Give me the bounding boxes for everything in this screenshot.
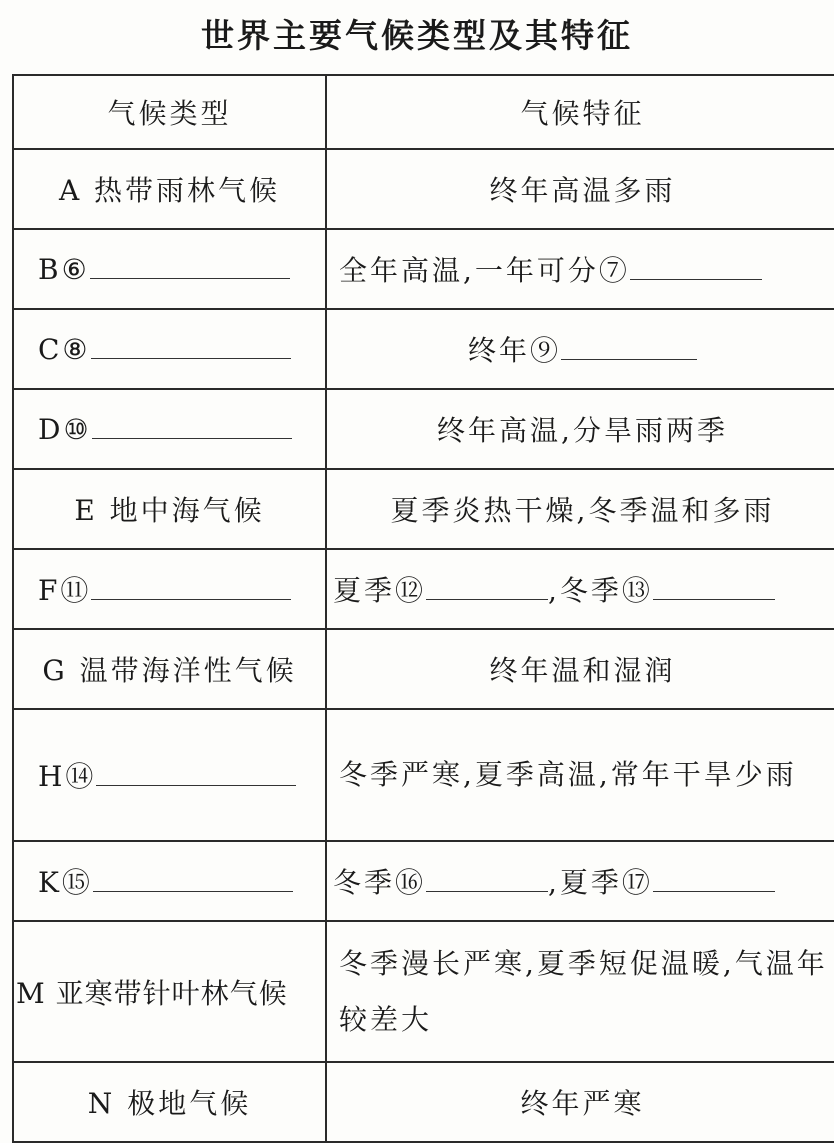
answer-blank[interactable] — [96, 759, 296, 786]
answer-blank[interactable] — [561, 333, 697, 360]
table-row — [13, 149, 834, 229]
climate-type-cell — [13, 389, 326, 469]
climate-type-cell: G 温带海洋性气候 — [13, 629, 326, 709]
header-climate-feature: 气候特征 — [326, 75, 834, 149]
table-header-row — [13, 75, 834, 149]
climate-feature-cell: 冬季漫长严寒,夏季短促温暖,气温年较差大 — [326, 921, 834, 1062]
climate-feature-cell — [326, 229, 834, 309]
climate-feature-cell: 终年高温,分旱雨两季 — [326, 389, 834, 469]
answer-blank[interactable] — [93, 865, 293, 892]
climate-type-cell — [13, 229, 326, 309]
climate-type-cell — [13, 549, 326, 629]
answer-blank[interactable] — [653, 573, 775, 600]
climate-feature-cell — [326, 309, 834, 389]
climate-type-text: K⑮ — [38, 866, 93, 899]
table-row — [13, 709, 834, 841]
table-row — [13, 389, 834, 469]
table-row — [13, 469, 834, 549]
climate-feature-text: ,冬季⑬ — [548, 574, 653, 607]
climate-type-text: B⑥ — [38, 253, 90, 286]
answer-blank[interactable] — [90, 252, 290, 279]
climate-type-text: F⑪ — [38, 574, 92, 607]
table-row — [13, 309, 834, 389]
climate-type-cell — [13, 841, 326, 921]
climate-type-text: H⑭ — [38, 760, 97, 793]
table-row — [13, 921, 834, 1062]
climate-type-cell — [13, 309, 326, 389]
climate-feature-text: ,夏季⑰ — [548, 866, 653, 899]
climate-type-cell: A 热带雨林气候 — [13, 149, 326, 229]
climate-type-text: D⑩ — [38, 413, 92, 446]
header-climate-type: 气候类型 — [13, 75, 326, 149]
climate-type-cell: E 地中海气候 — [13, 469, 326, 549]
answer-blank[interactable] — [426, 573, 548, 600]
climate-feature-cell: 终年温和湿润 — [326, 629, 834, 709]
climate-type-cell: M 亚寒带针叶林气候 — [13, 921, 326, 1062]
table-row — [13, 549, 834, 629]
answer-blank[interactable] — [91, 332, 291, 359]
climate-type-text: C⑧ — [38, 333, 91, 366]
climate-feature-cell — [326, 549, 834, 629]
table-row — [13, 841, 834, 921]
answer-blank[interactable] — [92, 412, 292, 439]
answer-blank[interactable] — [426, 865, 548, 892]
table-row — [13, 229, 834, 309]
answer-blank[interactable] — [653, 865, 775, 892]
climate-feature-cell: 夏季炎热干燥,冬季温和多雨 — [326, 469, 834, 549]
climate-feature-cell — [326, 841, 834, 921]
climate-table — [12, 74, 834, 1143]
answer-blank[interactable] — [630, 253, 762, 280]
climate-feature-text: 冬季⑯ — [333, 866, 427, 899]
climate-feature-text: 终年⑨ — [467, 334, 561, 367]
climate-feature-cell: 冬季严寒,夏季高温,常年干旱少雨 — [326, 709, 834, 841]
page-title: 世界主要气候类型及其特征 — [201, 16, 633, 55]
climate-type-cell: N 极地气候 — [13, 1062, 326, 1142]
climate-feature-cell: 终年高温多雨 — [326, 149, 834, 229]
climate-type-cell — [13, 709, 326, 841]
climate-feature-cell: 终年严寒 — [326, 1062, 834, 1142]
answer-blank[interactable] — [91, 573, 291, 600]
climate-feature-text: 全年高温,一年可分⑦ — [339, 254, 630, 287]
table-row — [13, 629, 834, 709]
climate-feature-text: 夏季⑫ — [333, 574, 427, 607]
table-row — [13, 1062, 834, 1142]
